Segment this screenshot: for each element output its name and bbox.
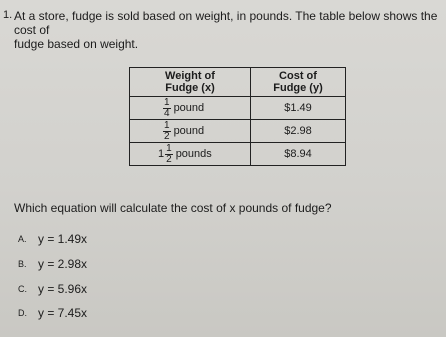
weight-cell: [130, 97, 251, 120]
fraction-numerator: 1: [164, 119, 170, 131]
cost-header: [251, 68, 346, 97]
answer-choice-d[interactable]: [18, 306, 87, 320]
weight-fraction: [163, 121, 171, 142]
question-prompt: Which equation will calculate the cost of x pounds of fudge?: [14, 201, 332, 215]
table-header-row: [130, 68, 346, 97]
choice-equation: y = 1.49x: [38, 232, 88, 246]
weight-header-line2: Fudge (x): [165, 82, 215, 94]
question-text-line2: fudge based on weight.: [14, 37, 139, 51]
fraction-denominator: 2: [166, 153, 172, 165]
table-row: [130, 120, 346, 143]
cost-cell: $1.49: [251, 97, 346, 120]
choice-equation: y = 7.45x: [38, 306, 88, 320]
question-number: 1.: [3, 9, 13, 21]
answer-choice-b[interactable]: [18, 257, 87, 271]
answer-choice-a[interactable]: [18, 232, 87, 246]
cost-header-line1: Cost of: [279, 70, 317, 82]
fraction-numerator: 1: [164, 96, 170, 108]
weight-unit: pound: [173, 125, 205, 137]
cost-header-line2: Fudge (y): [273, 82, 323, 94]
choice-letter: A.: [18, 234, 27, 244]
choice-equation: y = 5.96x: [38, 282, 88, 296]
weight-cell: [130, 143, 251, 166]
question-text-line1: At a store, fudge is sold based on weight, in pounds. The table below shows the cost of: [14, 9, 438, 37]
weight-fraction: [163, 98, 171, 119]
fraction-denominator: 2: [164, 130, 170, 142]
choice-letter: D.: [18, 308, 27, 318]
table-row: [130, 143, 346, 166]
weight-cell: [130, 120, 251, 143]
fraction-denominator: 4: [164, 107, 170, 119]
answer-choice-c[interactable]: [18, 282, 87, 296]
choice-letter: B.: [18, 259, 27, 269]
fraction-numerator: 1: [166, 142, 172, 154]
cost-cell: $8.94: [251, 143, 346, 166]
question-text: [14, 9, 440, 51]
choice-equation: y = 2.98x: [38, 257, 88, 271]
weight-unit: pounds: [175, 148, 212, 160]
weight-fraction: [165, 144, 173, 165]
weight-header: [130, 68, 251, 97]
choice-letter: C.: [18, 284, 27, 294]
weight-unit: pound: [173, 102, 205, 114]
fudge-cost-table: [129, 67, 346, 166]
table-row: [130, 97, 346, 120]
cost-cell: $2.98: [251, 120, 346, 143]
weight-whole-number: 1: [158, 148, 165, 160]
weight-header-line1: Weight of: [165, 70, 215, 82]
